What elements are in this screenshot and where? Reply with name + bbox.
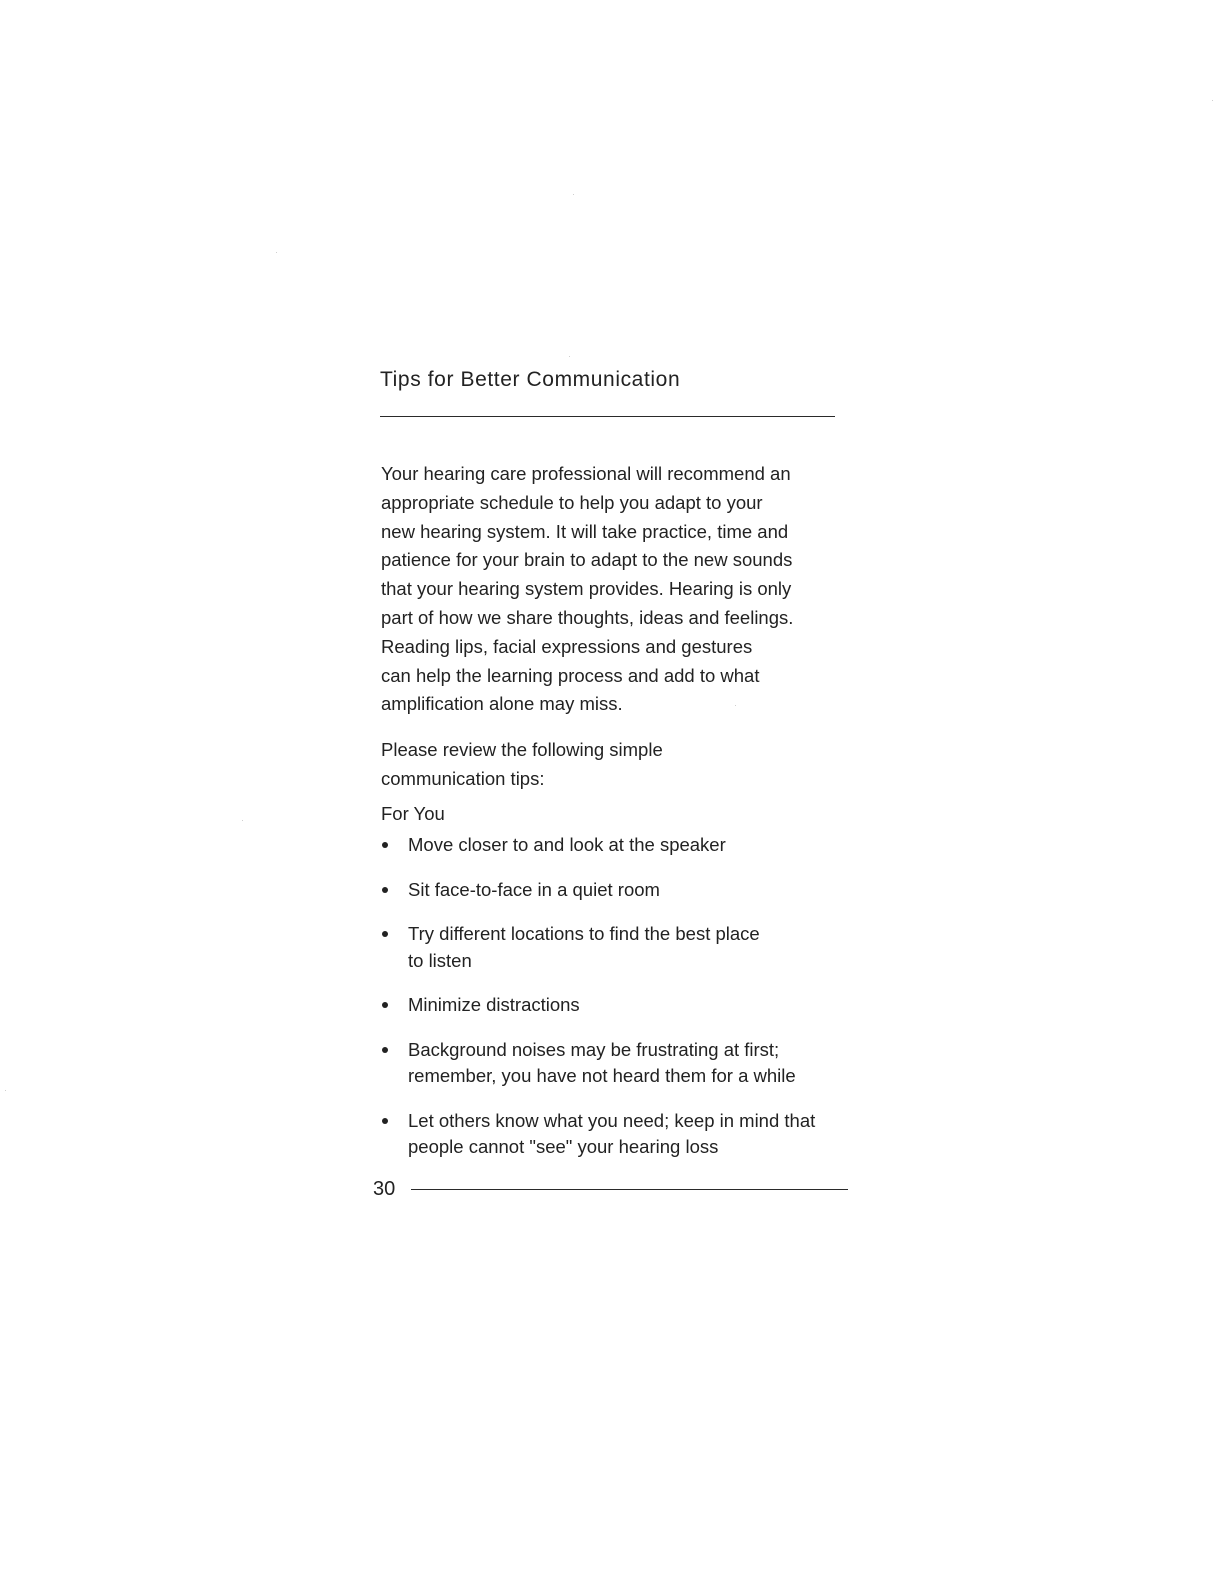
scan-speck <box>5 1090 6 1091</box>
bullet-icon <box>382 842 388 848</box>
scan-speck <box>1212 100 1213 101</box>
scan-speck <box>573 194 574 195</box>
list-item <box>381 992 861 1019</box>
page-number: 30 <box>373 1178 396 1200</box>
tip-text: people cannot "see" your hearing loss <box>408 1136 719 1157</box>
tip-text: Let others know what you need; keep in mind that <box>408 1109 816 1131</box>
bullet-icon <box>382 931 388 937</box>
intro-paragraph <box>381 460 851 719</box>
tip-text: Minimize distractions <box>408 994 580 1015</box>
intro-line: new hearing system. It will take practice, time and <box>381 520 789 542</box>
bullet-icon <box>382 1002 388 1008</box>
section-subheading: For You <box>381 803 445 824</box>
tip-text: Sit face-to-face in a quiet room <box>408 878 660 900</box>
bullet-icon <box>382 887 388 893</box>
bullet-icon <box>382 1047 388 1053</box>
scan-speck <box>276 252 277 253</box>
review-line: communication tips: <box>381 767 545 789</box>
intro-line: part of how we share thoughts, ideas and feelings. <box>381 606 794 628</box>
list-item <box>381 877 861 904</box>
intro-line: can help the learning process and add to what <box>381 664 760 686</box>
intro-line: that your hearing system provides. Hearing is only <box>381 578 792 600</box>
intro-line: Reading lips, facial expressions and gestures <box>381 635 753 657</box>
scan-speck <box>242 820 243 821</box>
list-item <box>381 1037 861 1090</box>
intro-line: appropriate schedule to help you adapt to your <box>381 491 763 513</box>
intro-line: Your hearing care professional will recommend an <box>381 463 791 484</box>
tip-text: Background noises may be frustrating at first; <box>408 1038 780 1060</box>
scan-speck <box>569 356 570 357</box>
tip-text: Try different locations to find the best place <box>408 923 760 944</box>
tip-text: remember, you have not heard them for a while <box>408 1065 796 1086</box>
bullet-icon <box>382 1118 388 1124</box>
review-line: Please review the following simple <box>381 739 663 760</box>
list-item <box>381 832 861 859</box>
list-item <box>381 1108 861 1161</box>
intro-line: patience for your brain to adapt to the new sounds <box>381 549 793 571</box>
tips-list <box>381 832 861 1179</box>
scan-speck <box>735 705 736 706</box>
list-item <box>381 921 861 974</box>
review-paragraph <box>381 736 851 794</box>
page-footer <box>373 1174 849 1204</box>
tip-text: to listen <box>408 949 472 971</box>
page-title: Tips for Better Communication <box>380 368 681 391</box>
intro-line: amplification alone may miss. <box>381 693 623 715</box>
tip-text: Move closer to and look at the speaker <box>408 834 726 855</box>
footer-divider <box>411 1189 848 1190</box>
title-divider <box>380 416 835 417</box>
